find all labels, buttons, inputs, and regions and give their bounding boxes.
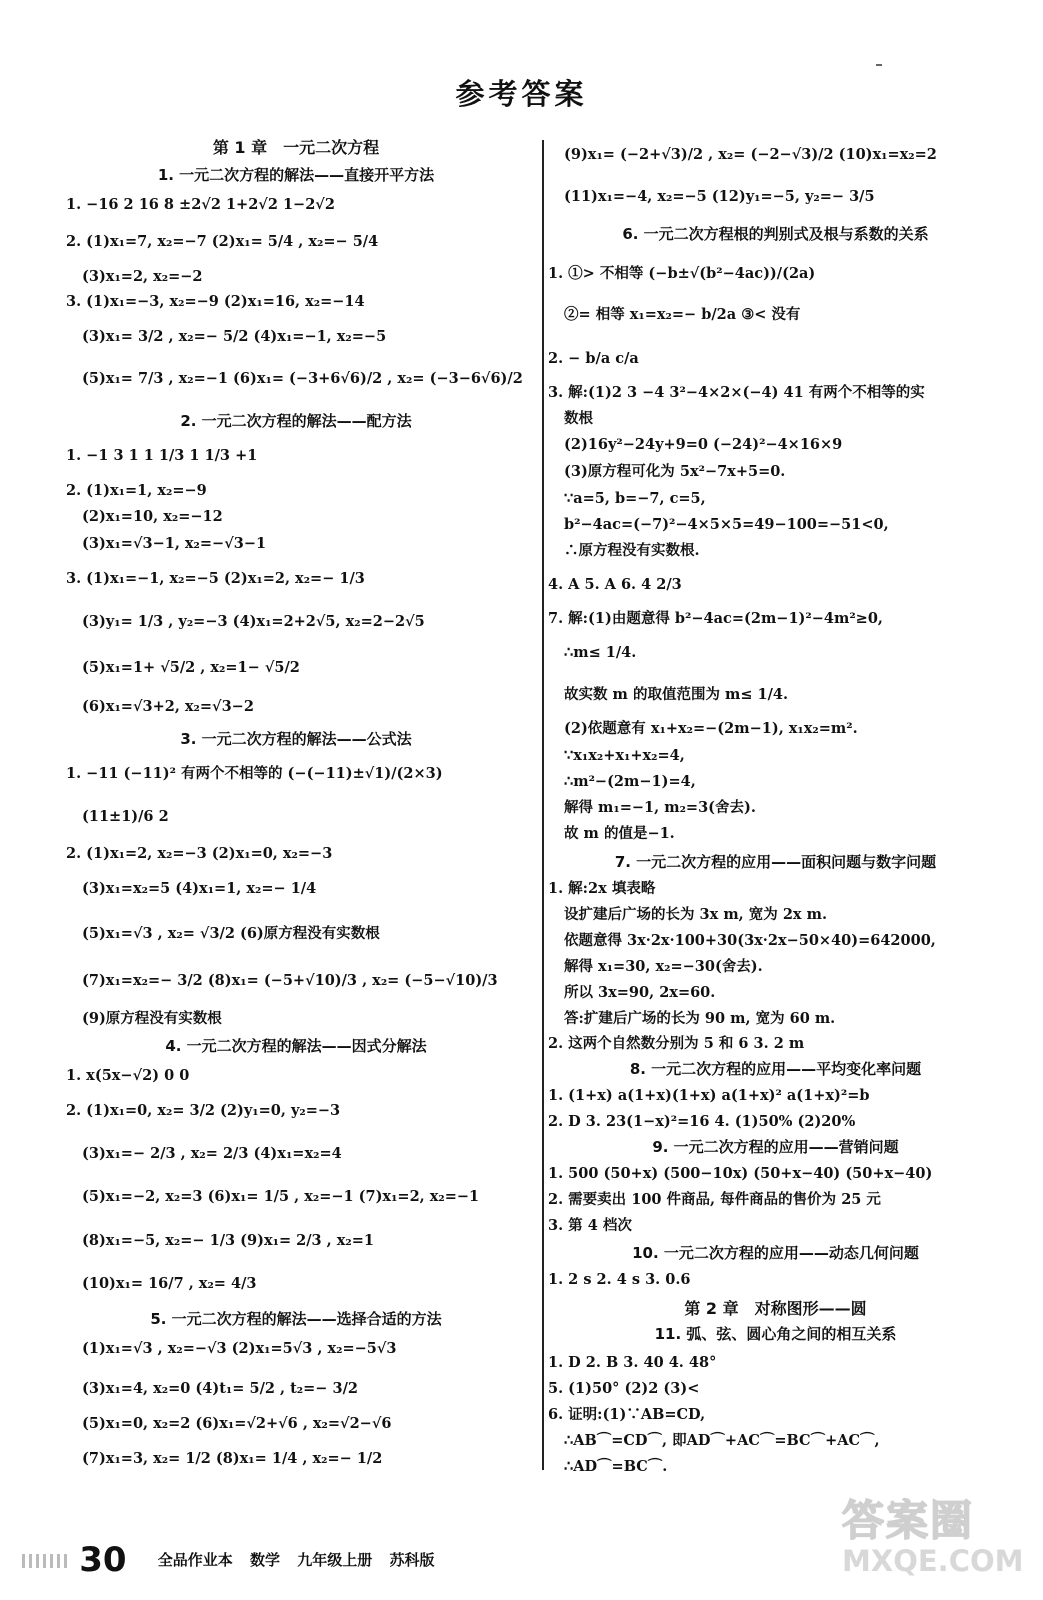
top-mark (876, 64, 882, 66)
chapter-heading: 第 2 章 对称图形——圆 (684, 1299, 867, 1318)
answer-line: ∵a=5, b=−7, c=5, (564, 490, 706, 507)
answer-line: (3)x₁= 3/2 , x₂=− 5/2 (4)x₁=−1, x₂=−5 (82, 328, 387, 345)
answer-line: 2. (1)x₁=2, x₂=−3 (2)x₁=0, x₂=−3 (66, 845, 333, 862)
answer-line: (3)x₁=x₂=5 (4)x₁=1, x₂=− 1/4 (82, 880, 317, 897)
answer-line: (3)原方程可化为 5x²−7x+5=0. (564, 463, 786, 480)
page-number: 30 (79, 1540, 127, 1580)
answer-line: ∴AB⌒=CD⌒, 即AD⌒+AC⌒=BC⌒+AC⌒, (564, 1432, 880, 1449)
answer-line: 1. ①> 不相等 (−b±√(b²−4ac))/(2a) (548, 265, 816, 282)
answer-line: 1. x(5x−√2) 0 0 (66, 1067, 190, 1084)
answer-line: 1. 500 (50+x) (500−10x) (50+x−40) (50+x−40) (548, 1165, 933, 1182)
answer-line: (5)x₁=√3 , x₂= √3/2 (6)原方程没有实数根 (82, 925, 380, 942)
answer-line: (7)x₁=3, x₂= 1/2 (8)x₁= 1/4 , x₂=− 1/2 (82, 1450, 383, 1467)
footer-edition: 苏科版 (389, 1551, 435, 1569)
answer-line: (9)x₁= (−2+√3)/2 , x₂= (−2−√3)/2 (10)x₁=x₂=2 (564, 146, 937, 163)
section-heading: 8. 一元二次方程的应用——平均变化率问题 (629, 1060, 922, 1078)
answer-line: 1. D 2. B 3. 40 4. 48° (548, 1354, 717, 1371)
answer-line: 1. −11 (−11)² 有两个不相等的 (−(−11)±√1)/(2×3) (66, 765, 443, 782)
answer-line: 2. (1)x₁=0, x₂= 3/2 (2)y₁=0, y₂=−3 (66, 1102, 341, 1119)
section-heading: 11. 弧、弦、圆心角之间的相互关系 (654, 1325, 897, 1343)
answer-line: (10)x₁= 16/7 , x₂= 4/3 (82, 1275, 257, 1292)
section-heading: 6. 一元二次方程根的判别式及根与系数的关系 (622, 225, 929, 243)
section-heading: 1. 一元二次方程的解法——直接开平方法 (157, 166, 435, 184)
answer-line: ∴m²−(2m−1)=4, (564, 773, 696, 790)
answer-line: 6. 证明:(1)∵AB=CD, (548, 1406, 706, 1423)
page-title: 参考答案 (455, 77, 588, 111)
answer-line: 3. (1)x₁=−3, x₂=−9 (2)x₁=16, x₂=−14 (66, 293, 365, 310)
footer-book: 全品作业本 (157, 1551, 233, 1569)
answer-line: ∴m≤ 1/4. (564, 644, 637, 661)
section-heading: 5. 一元二次方程的解法——选择合适的方法 (150, 1310, 442, 1328)
answer-line: (3)x₁=√3−1, x₂=−√3−1 (82, 535, 267, 552)
answer-line: (2)x₁=10, x₂=−12 (82, 508, 223, 525)
section-heading: 9. 一元二次方程的应用——营销问题 (652, 1138, 899, 1156)
answer-line: 3. 第 4 档次 (548, 1217, 632, 1234)
answer-line: (3)x₁=4, x₂=0 (4)t₁= 5/2 , t₂=− 3/2 (82, 1380, 358, 1397)
answer-line: 答:扩建后广场的长为 90 m, 宽为 60 m. (564, 1010, 836, 1027)
answer-line: 7. 解:(1)由题意得 b²−4ac=(2m−1)²−4m²≥0, (548, 610, 883, 627)
answer-line: 1. 2 s 2. 4 s 3. 0.6 (548, 1271, 691, 1288)
answer-line: (5)x₁= 7/3 , x₂=−1 (6)x₁= (−3+6√6)/2 , x₂= (−3−6√6)/2 (82, 370, 523, 387)
section-heading: 7. 一元二次方程的应用——面积问题与数字问题 (614, 853, 937, 871)
footer-grade: 九年级上册 (297, 1551, 373, 1569)
page-footer (22, 1540, 447, 1580)
answer-line: (11)x₁=−4, x₂=−5 (12)y₁=−5, y₂=− 3/5 (564, 188, 875, 205)
answer-line: (5)x₁=1+ √5/2 , x₂=1− √5/2 (82, 659, 300, 676)
answer-line: (2)依题意有 x₁+x₂=−(2m−1), x₁x₂=m². (564, 720, 858, 737)
section-heading: 4. 一元二次方程的解法——因式分解法 (165, 1037, 427, 1055)
answer-line: 故实数 m 的取值范围为 m≤ 1/4. (564, 686, 789, 703)
answer-line: 3. 解:(1)2 3 −4 3²−4×2×(−4) 41 有两个不相等的实 (548, 384, 925, 401)
answer-line: 所以 3x=90, 2x=60. (564, 984, 716, 1001)
answer-line: (9)原方程没有实数根 (82, 1010, 222, 1027)
footer-dots (22, 1554, 70, 1568)
column-divider (542, 140, 544, 1470)
answer-line: 5. (1)50° (2)2 (3)< (548, 1380, 700, 1397)
answer-line: 依题意得 3x·2x·100+30(3x·2x−50×40)=642000, (564, 932, 936, 949)
answer-line: (3)x₁=2, x₂=−2 (82, 268, 203, 285)
answer-line: 数根 (564, 410, 593, 427)
answer-line: 设扩建后广场的长为 3x m, 宽为 2x m. (564, 906, 827, 923)
answer-line: (5)x₁=0, x₂=2 (6)x₁=√2+√6 , x₂=√2−√6 (82, 1415, 392, 1432)
answer-line: (6)x₁=√3+2, x₂=√3−2 (82, 698, 254, 715)
footer-subject: 数学 (250, 1551, 281, 1569)
section-heading: 10. 一元二次方程的应用——动态几何问题 (632, 1244, 919, 1262)
answer-line: 3. (1)x₁=−1, x₂=−5 (2)x₁=2, x₂=− 1/3 (66, 570, 365, 587)
answer-line: (7)x₁=x₂=− 3/2 (8)x₁= (−5+√10)/3 , x₂= (−5−√10)/3 (82, 972, 498, 989)
answer-line: 2. 这两个自然数分别为 5 和 6 3. 2 m (548, 1035, 805, 1052)
watermark-url: MXQE.COM (842, 1544, 1024, 1578)
answer-line: (8)x₁=−5, x₂=− 1/3 (9)x₁= 2/3 , x₂=1 (82, 1232, 375, 1249)
answer-line: ∵x₁x₂+x₁+x₂=4, (564, 747, 685, 764)
answer-line: 2. (1)x₁=1, x₂=−9 (66, 482, 207, 499)
section-heading: 3. 一元二次方程的解法——公式法 (180, 730, 412, 748)
answer-line: 1. 解:2x 填表略 (548, 880, 656, 897)
answer-line: ②= 相等 x₁=x₂=− b/2a ③< 没有 (564, 306, 801, 323)
chapter-heading: 第 1 章 一元二次方程 (212, 138, 380, 157)
answer-line: 2. (1)x₁=7, x₂=−7 (2)x₁= 5/4 , x₂=− 5/4 (66, 233, 379, 250)
answer-line: 1. (1+x) a(1+x)(1+x) a(1+x)² a(1+x)²=b (548, 1087, 870, 1104)
answer-line: ∴AD⌒=BC⌒. (564, 1458, 668, 1475)
answer-line: 解得 x₁=30, x₂=−30(舍去). (564, 958, 763, 975)
answer-line: (11±1)/6 2 (82, 808, 169, 825)
answer-line: 2. 需要卖出 100 件商品, 每件商品的售价为 25 元 (548, 1191, 881, 1208)
watermark-cn: 答案圈 (842, 1496, 975, 1545)
answer-line: ∴原方程没有实数根. (564, 542, 700, 559)
section-heading: 2. 一元二次方程的解法——配方法 (180, 412, 412, 430)
answer-line: (3)y₁= 1/3 , y₂=−3 (4)x₁=2+2√5, x₂=2−2√5 (82, 613, 425, 630)
answer-line: 1. −1 3 1 1 1/3 1 1/3 +1 (66, 447, 258, 464)
answer-line: b²−4ac=(−7)²−4×5×5=49−100=−51<0, (564, 516, 889, 533)
answer-line: 4. A 5. A 6. 4 2/3 (548, 576, 682, 593)
answer-line: (3)x₁=− 2/3 , x₂= 2/3 (4)x₁=x₂=4 (82, 1145, 342, 1162)
watermark-logo (842, 1488, 1024, 1586)
answer-line: 解得 m₁=−1, m₂=3(舍去). (564, 799, 756, 816)
answer-line: (5)x₁=−2, x₂=3 (6)x₁= 1/5 , x₂=−1 (7)x₁=2, x₂=−1 (82, 1188, 480, 1205)
answer-line: 1. −16 2 16 8 ±2√2 1+2√2 1−2√2 (66, 196, 335, 213)
answer-line: 2. D 3. 23(1−x)²=16 4. (1)50% (2)20% (548, 1113, 856, 1130)
answer-line: (1)x₁=√3 , x₂=−√3 (2)x₁=5√3 , x₂=−5√3 (82, 1340, 397, 1357)
answer-line: 故 m 的值是−1. (564, 825, 675, 842)
answer-line: 2. − b/a c/a (548, 350, 639, 367)
answer-line: (2)16y²−24y+9=0 (−24)²−4×16×9 (564, 436, 843, 453)
